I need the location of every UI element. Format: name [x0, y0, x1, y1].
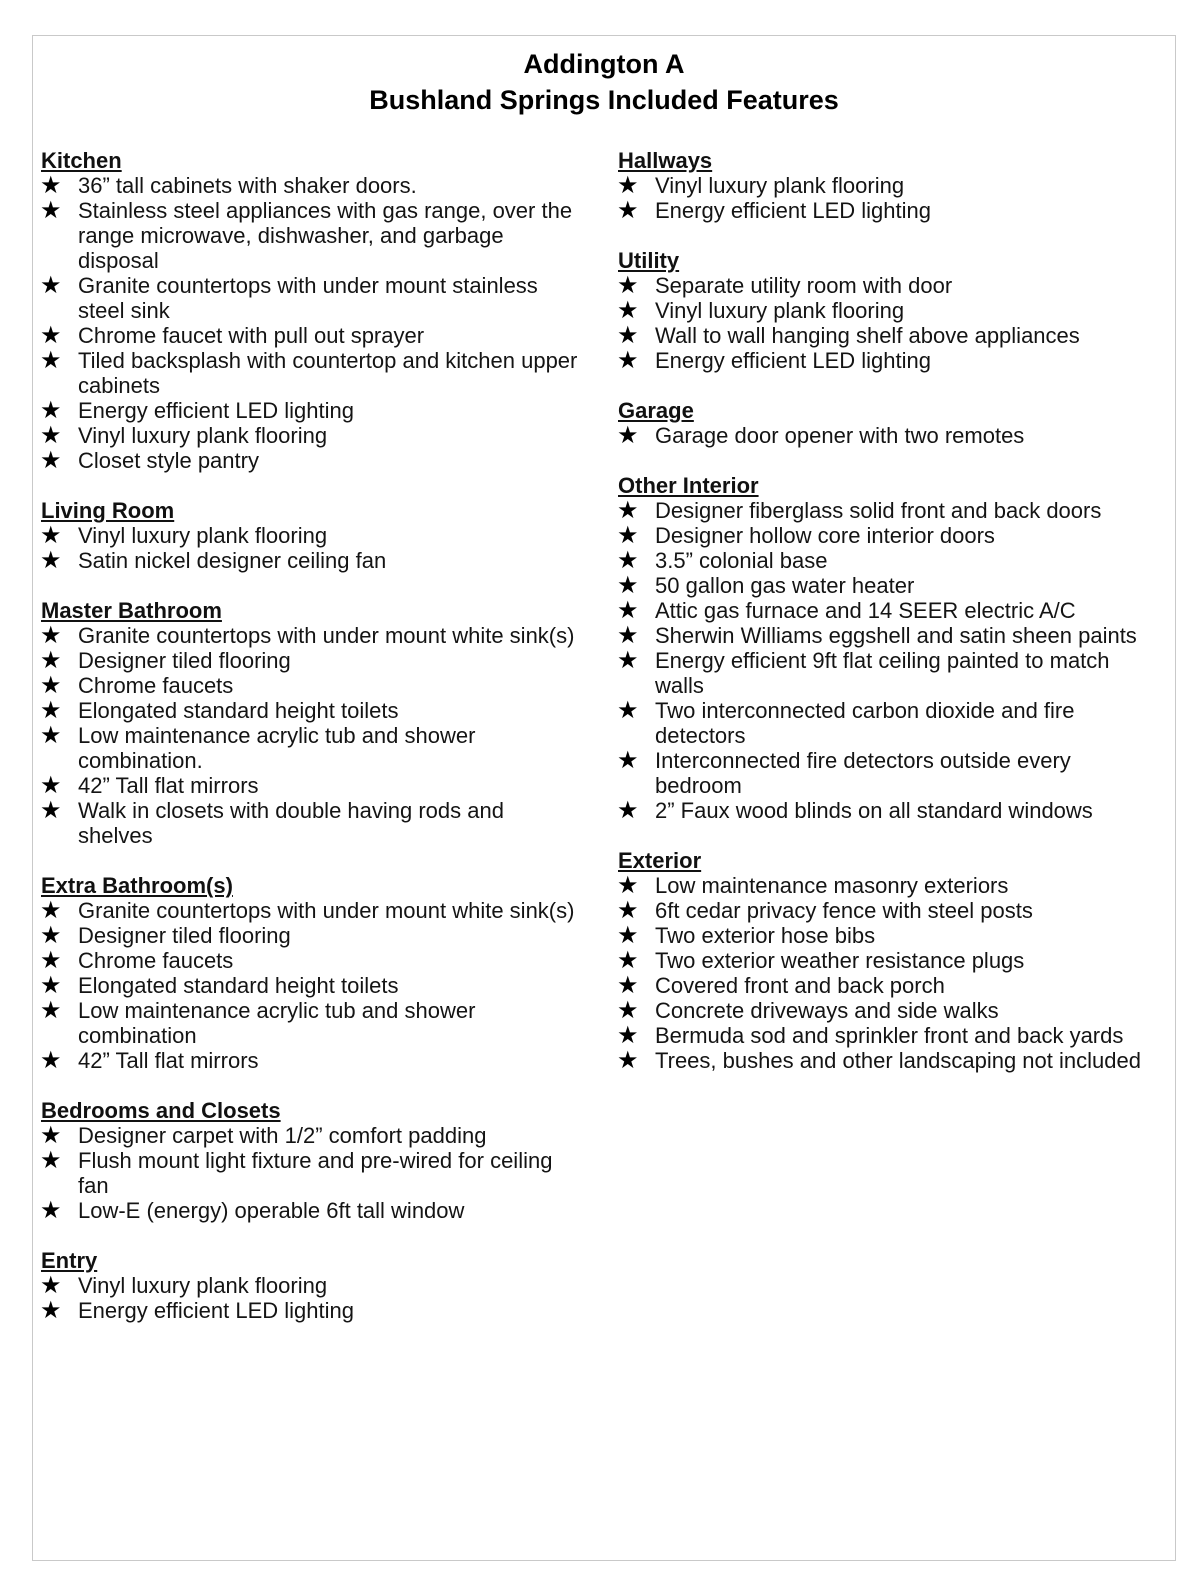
star-icon: ★: [617, 646, 639, 674]
feature-list: [41, 1123, 581, 1223]
feature-text: Energy efficient 9ft flat ceiling painted to match walls: [655, 648, 1110, 698]
star-icon: ★: [40, 721, 62, 749]
feature-text: 36” tall cabinets with shaker doors.: [78, 173, 417, 198]
star-icon: ★: [617, 996, 639, 1024]
feature-list: [41, 1273, 581, 1323]
feature-item: [618, 748, 1158, 798]
feature-text: Two exterior hose bibs: [655, 923, 876, 948]
feature-text: Interconnected fire detectors outside every bedroom: [655, 748, 1071, 798]
star-icon: ★: [617, 596, 639, 624]
feature-text: Covered front and back porch: [655, 973, 945, 998]
feature-text: Energy efficient LED lighting: [655, 198, 931, 223]
feature-item: [41, 923, 581, 948]
feature-list: [41, 173, 581, 473]
feature-item: [618, 498, 1158, 523]
feature-text: Low maintenance acrylic tub and shower combination: [78, 998, 476, 1048]
feature-item: [618, 798, 1158, 823]
star-icon: ★: [40, 971, 62, 999]
section-living-room: [41, 498, 581, 573]
feature-item: [41, 523, 581, 548]
section-heading: Hallways: [618, 148, 713, 173]
feature-text: Granite countertops with under mount white sink(s): [78, 898, 575, 923]
feature-item: [41, 173, 581, 198]
star-icon: ★: [40, 796, 62, 824]
feature-text: Vinyl luxury plank flooring: [655, 298, 905, 323]
feature-item: [41, 1123, 581, 1148]
feature-text: Satin nickel designer ceiling fan: [78, 548, 387, 573]
section-heading: Garage: [618, 398, 694, 423]
feature-list: [618, 173, 1158, 223]
feature-item: [618, 573, 1158, 598]
feature-item: [618, 923, 1158, 948]
feature-list: [618, 273, 1158, 373]
section-utility: [618, 248, 1158, 373]
document-title: [33, 46, 1175, 118]
star-icon: ★: [40, 921, 62, 949]
star-icon: ★: [40, 896, 62, 924]
star-icon: ★: [617, 921, 639, 949]
feature-text: Designer carpet with 1/2” comfort padding: [78, 1123, 487, 1148]
feature-item: [41, 773, 581, 798]
star-icon: ★: [617, 896, 639, 924]
section-entry: [41, 1248, 581, 1323]
feature-item: [41, 273, 581, 323]
star-icon: ★: [617, 1021, 639, 1049]
feature-item: [618, 523, 1158, 548]
document-page: [32, 35, 1176, 1561]
feature-item: [41, 723, 581, 773]
star-icon: ★: [40, 771, 62, 799]
star-icon: ★: [617, 796, 639, 824]
feature-text: Low-E (energy) operable 6ft tall window: [78, 1198, 465, 1223]
feature-text: Trees, bushes and other landscaping not included: [655, 1048, 1141, 1073]
feature-item: [41, 1298, 581, 1323]
feature-text: Energy efficient LED lighting: [78, 398, 354, 423]
feature-item: [41, 698, 581, 723]
section-heading: Entry: [41, 1248, 98, 1273]
feature-text: Chrome faucet with pull out sprayer: [78, 323, 425, 348]
section-exterior: [618, 848, 1158, 1073]
feature-text: Designer hollow core interior doors: [655, 523, 995, 548]
feature-text: Vinyl luxury plank flooring: [78, 523, 328, 548]
right-column: [618, 148, 1158, 1098]
feature-item: [41, 323, 581, 348]
feature-text: Attic gas furnace and 14 SEER electric A/C: [655, 598, 1076, 623]
star-icon: ★: [40, 171, 62, 199]
feature-item: [618, 273, 1158, 298]
feature-item: [618, 173, 1158, 198]
section-other-interior: [618, 473, 1158, 823]
feature-text: Stainless steel appliances with gas range, over the range microwave, dishwasher, and garbage disposal: [78, 198, 573, 273]
section-heading: Master Bathroom: [41, 598, 222, 623]
feature-list: [41, 623, 581, 848]
feature-item: [618, 998, 1158, 1023]
feature-item: [41, 623, 581, 648]
feature-item: [618, 323, 1158, 348]
feature-item: [41, 398, 581, 423]
feature-item: [41, 1198, 581, 1223]
star-icon: ★: [40, 646, 62, 674]
feature-text: Bermuda sod and sprinkler front and back yards: [655, 1023, 1124, 1048]
section-bedrooms-and-closets: [41, 1098, 581, 1223]
feature-text: Low maintenance acrylic tub and shower combination.: [78, 723, 476, 773]
feature-text: 50 gallon gas water heater: [655, 573, 915, 598]
star-icon: ★: [617, 421, 639, 449]
star-icon: ★: [617, 296, 639, 324]
star-icon: ★: [40, 521, 62, 549]
feature-text: Designer tiled flooring: [78, 923, 291, 948]
star-icon: ★: [617, 546, 639, 574]
star-icon: ★: [40, 696, 62, 724]
feature-text: Energy efficient LED lighting: [78, 1298, 354, 1323]
star-icon: ★: [40, 671, 62, 699]
feature-text: Designer tiled flooring: [78, 648, 291, 673]
feature-text: Closet style pantry: [78, 448, 259, 473]
star-icon: ★: [617, 346, 639, 374]
feature-item: [41, 673, 581, 698]
feature-text: Flush mount light fixture and pre-wired for ceiling fan: [78, 1148, 553, 1198]
feature-text: Sherwin Williams eggshell and satin sheen paints: [655, 623, 1137, 648]
feature-text: Tiled backsplash with countertop and kitchen upper cabinets: [78, 348, 578, 398]
star-icon: ★: [617, 496, 639, 524]
feature-text: 42” Tall flat mirrors: [78, 1048, 259, 1073]
feature-item: [41, 998, 581, 1048]
star-icon: ★: [40, 446, 62, 474]
feature-text: Garage door opener with two remotes: [655, 423, 1025, 448]
star-icon: ★: [40, 321, 62, 349]
feature-text: Wall to wall hanging shelf above appliances: [655, 323, 1080, 348]
left-column: [41, 148, 581, 1348]
feature-item: [41, 973, 581, 998]
feature-item: [618, 623, 1158, 648]
feature-text: Granite countertops with under mount white sink(s): [78, 623, 575, 648]
feature-list: [618, 423, 1158, 448]
section-extra-bathrooms: [41, 873, 581, 1073]
feature-text: Chrome faucets: [78, 948, 234, 973]
feature-item: [618, 423, 1158, 448]
feature-item: [41, 423, 581, 448]
feature-text: 6ft cedar privacy fence with steel posts: [655, 898, 1033, 923]
star-icon: ★: [617, 971, 639, 999]
feature-text: 42” Tall flat mirrors: [78, 773, 259, 798]
star-icon: ★: [617, 571, 639, 599]
star-icon: ★: [617, 196, 639, 224]
feature-item: [618, 698, 1158, 748]
star-icon: ★: [40, 1296, 62, 1324]
feature-item: [41, 898, 581, 923]
feature-item: [618, 973, 1158, 998]
star-icon: ★: [617, 1046, 639, 1074]
star-icon: ★: [617, 871, 639, 899]
feature-list: [618, 498, 1158, 823]
feature-text: Walk in closets with double having rods and shelves: [78, 798, 504, 848]
section-garage: [618, 398, 1158, 448]
feature-text: Granite countertops with under mount stainless steel sink: [78, 273, 538, 323]
star-icon: ★: [617, 621, 639, 649]
feature-text: 2” Faux wood blinds on all standard windows: [655, 798, 1093, 823]
feature-item: [41, 1048, 581, 1073]
feature-text: Elongated standard height toilets: [78, 698, 399, 723]
feature-item: [41, 198, 581, 273]
feature-item: [618, 1048, 1158, 1073]
feature-list: [618, 873, 1158, 1073]
feature-text: Designer fiberglass solid front and back doors: [655, 498, 1102, 523]
section-heading: Other Interior: [618, 473, 759, 498]
feature-item: [618, 598, 1158, 623]
star-icon: ★: [40, 196, 62, 224]
feature-item: [41, 948, 581, 973]
feature-text: Two exterior weather resistance plugs: [655, 948, 1025, 973]
section-heading: Kitchen: [41, 148, 122, 173]
feature-item: [41, 1148, 581, 1198]
star-icon: ★: [617, 696, 639, 724]
feature-item: [41, 348, 581, 398]
star-icon: ★: [40, 1196, 62, 1224]
title-line-1: Addington A: [523, 49, 685, 79]
feature-item: [618, 898, 1158, 923]
star-icon: ★: [40, 621, 62, 649]
star-icon: ★: [40, 946, 62, 974]
feature-item: [618, 198, 1158, 223]
section-heading: Utility: [618, 248, 680, 273]
section-heading: Extra Bathroom(s): [41, 873, 233, 898]
section-heading: Living Room: [41, 498, 175, 523]
star-icon: ★: [617, 521, 639, 549]
feature-item: [618, 1023, 1158, 1048]
star-icon: ★: [40, 1146, 62, 1174]
star-icon: ★: [40, 1271, 62, 1299]
feature-item: [41, 548, 581, 573]
feature-item: [41, 1273, 581, 1298]
feature-item: [41, 798, 581, 848]
star-icon: ★: [40, 1121, 62, 1149]
star-icon: ★: [617, 321, 639, 349]
star-icon: ★: [40, 396, 62, 424]
feature-item: [41, 448, 581, 473]
feature-item: [618, 348, 1158, 373]
star-icon: ★: [40, 271, 62, 299]
feature-item: [618, 548, 1158, 573]
feature-text: Elongated standard height toilets: [78, 973, 399, 998]
feature-item: [618, 873, 1158, 898]
feature-item: [618, 298, 1158, 323]
feature-text: Energy efficient LED lighting: [655, 348, 931, 373]
feature-item: [41, 648, 581, 673]
feature-text: Vinyl luxury plank flooring: [655, 173, 905, 198]
feature-text: Chrome faucets: [78, 673, 234, 698]
feature-text: Vinyl luxury plank flooring: [78, 1273, 328, 1298]
feature-list: [41, 898, 581, 1073]
feature-item: [618, 948, 1158, 973]
feature-text: Vinyl luxury plank flooring: [78, 423, 328, 448]
star-icon: ★: [617, 746, 639, 774]
section-heading: Bedrooms and Closets: [41, 1098, 281, 1123]
star-icon: ★: [40, 546, 62, 574]
star-icon: ★: [617, 946, 639, 974]
feature-text: Separate utility room with door: [655, 273, 953, 298]
star-icon: ★: [40, 346, 62, 374]
feature-list: [41, 523, 581, 573]
star-icon: ★: [40, 1046, 62, 1074]
section-heading: Exterior: [618, 848, 702, 873]
section-master-bathroom: [41, 598, 581, 848]
feature-text: Two interconnected carbon dioxide and fire detectors: [655, 698, 1075, 748]
star-icon: ★: [40, 421, 62, 449]
star-icon: ★: [617, 171, 639, 199]
section-hallways: [618, 148, 1158, 223]
feature-text: Concrete driveways and side walks: [655, 998, 999, 1023]
feature-text: Low maintenance masonry exteriors: [655, 873, 1009, 898]
title-line-2: Bushland Springs Included Features: [369, 85, 839, 115]
feature-text: 3.5” colonial base: [655, 548, 828, 573]
feature-item: [618, 648, 1158, 698]
section-kitchen: [41, 148, 581, 473]
star-icon: ★: [40, 996, 62, 1024]
star-icon: ★: [617, 271, 639, 299]
